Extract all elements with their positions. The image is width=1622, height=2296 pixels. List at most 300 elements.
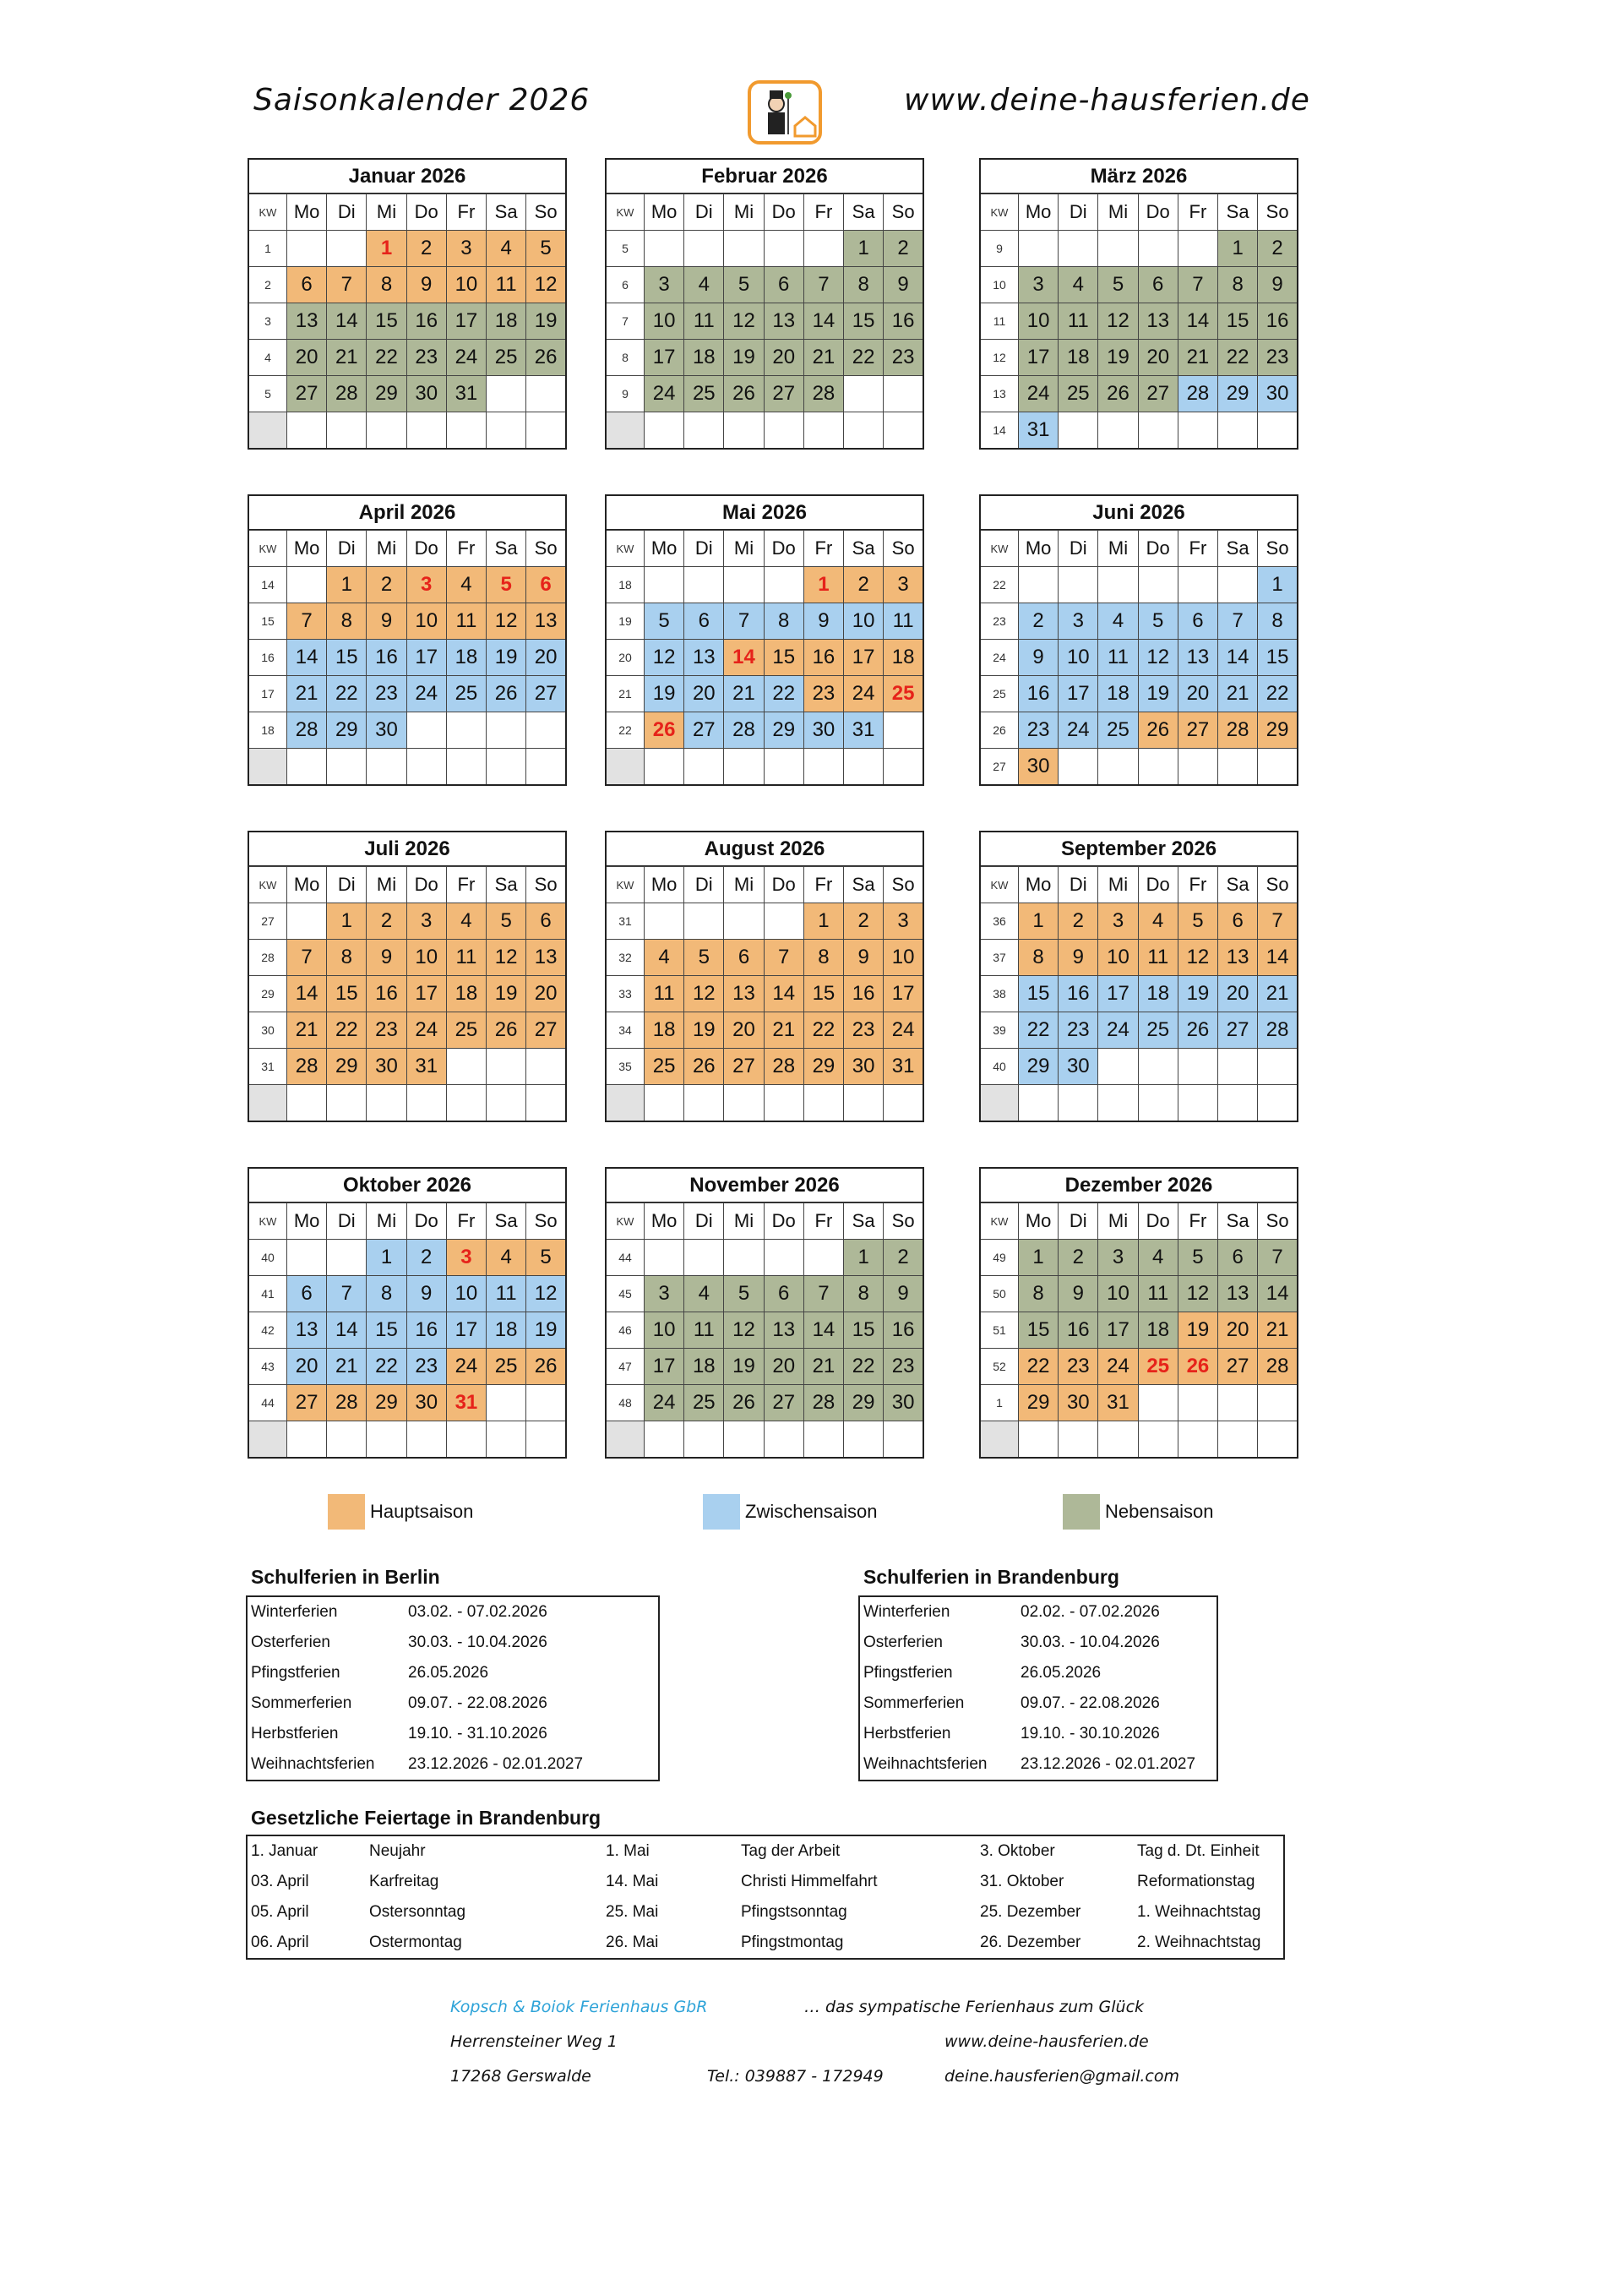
weekday-header: Fr	[803, 1203, 843, 1240]
empty-day-cell	[1258, 412, 1298, 450]
ferien-name: Winterferien	[863, 1603, 950, 1621]
day-cell: 2	[1059, 1240, 1098, 1276]
weekday-header: So	[1258, 1203, 1298, 1240]
empty-day-cell	[724, 1085, 764, 1122]
weekday-header: Fr	[1178, 867, 1217, 903]
day-cell: 24	[1059, 712, 1098, 749]
empty-day-cell	[764, 567, 803, 603]
weekday-header: Mi	[1098, 531, 1138, 567]
empty-day-cell	[724, 231, 764, 267]
day-cell: 20	[1178, 676, 1217, 712]
weekday-header: So	[1258, 531, 1298, 567]
day-cell: 11	[487, 1276, 526, 1312]
empty-day-cell	[884, 412, 923, 450]
day-cell: 27	[1138, 376, 1178, 412]
empty-day-cell	[1059, 231, 1098, 267]
ferien-name: Weihnachtsferien	[251, 1755, 375, 1773]
day-cell: 26	[487, 676, 526, 712]
day-cell: 7	[803, 1276, 843, 1312]
ferien-date: 02.02. - 07.02.2026	[1021, 1603, 1160, 1621]
empty-day-cell	[1258, 1049, 1298, 1085]
day-cell: 9	[1059, 1276, 1098, 1312]
day-cell: 1	[844, 1240, 884, 1276]
empty-day-cell	[645, 412, 684, 450]
day-cell: 15	[1019, 1312, 1059, 1349]
weekday-header: Do	[406, 867, 446, 903]
day-cell: 8	[1019, 1276, 1059, 1312]
day-cell: 14	[287, 640, 327, 676]
day-cell: 16	[884, 1312, 923, 1349]
weekday-header: Fr	[803, 194, 843, 231]
empty-day-cell	[287, 749, 327, 786]
day-cell: 30	[803, 712, 843, 749]
week-number: 6	[606, 267, 645, 303]
day-cell: 28	[764, 1049, 803, 1085]
day-cell: 26	[526, 1349, 566, 1385]
week-number: 30	[248, 1012, 287, 1049]
empty-day-cell	[446, 412, 486, 450]
day-cell: 6	[1218, 1240, 1258, 1276]
ferien-row	[860, 1688, 1216, 1719]
weekday-header: Fr	[1178, 1203, 1217, 1240]
day-cell: 16	[1059, 1312, 1098, 1349]
day-cell: 13	[1218, 1276, 1258, 1312]
empty-day-cell	[884, 1085, 923, 1122]
empty-day-cell	[1019, 1421, 1059, 1459]
footer-slogan: … das sympatische Ferienhaus zum Glück	[804, 1998, 1145, 2016]
day-cell: 4	[487, 231, 526, 267]
day-cell: 21	[287, 1012, 327, 1049]
day-cell: 17	[406, 976, 446, 1012]
weekday-header: Mi	[367, 531, 406, 567]
day-cell: 14	[1258, 1276, 1298, 1312]
day-cell: 23	[884, 1349, 923, 1385]
week-number	[606, 749, 645, 786]
week-number: 9	[606, 376, 645, 412]
week-number: 31	[606, 903, 645, 940]
kw-header: KW	[248, 867, 287, 903]
day-cell: 3	[1059, 603, 1098, 640]
empty-day-cell	[884, 1421, 923, 1459]
day-cell: 11	[1059, 303, 1098, 340]
empty-day-cell	[406, 1085, 446, 1122]
week-row	[606, 340, 923, 376]
empty-day-cell	[645, 749, 684, 786]
weekday-header: Sa	[844, 867, 884, 903]
day-cell: 17	[844, 640, 884, 676]
day-cell: 21	[1258, 976, 1298, 1012]
day-cell: 8	[1258, 603, 1298, 640]
week-row	[248, 1349, 566, 1385]
day-cell: 24	[884, 1012, 923, 1049]
day-cell: 9	[367, 603, 406, 640]
day-cell: 24	[1098, 1012, 1138, 1049]
day-cell: 9	[803, 603, 843, 640]
empty-day-cell	[446, 1421, 486, 1459]
empty-day-cell	[1059, 412, 1098, 450]
feiertag-name: Tag der Arbeit	[741, 1842, 841, 1860]
feiertag-name: Christi Himmelfahrt	[741, 1873, 878, 1890]
day-cell: 9	[844, 940, 884, 976]
footer-street: Herrensteiner Weg 1	[450, 2032, 618, 2051]
month-calendar	[979, 158, 1298, 450]
empty-day-cell	[1178, 567, 1217, 603]
weekday-header: Do	[1138, 1203, 1178, 1240]
day-cell: 16	[1059, 976, 1098, 1012]
day-cell: 9	[1258, 267, 1298, 303]
legend-nebensaison	[1063, 1494, 1213, 1530]
week-row	[606, 412, 923, 450]
ferien-name: Osterferien	[863, 1633, 943, 1651]
weekday-header: Do	[406, 1203, 446, 1240]
week-number: 50	[980, 1276, 1019, 1312]
day-cell: 3	[1098, 1240, 1138, 1276]
day-cell: 15	[1019, 976, 1059, 1012]
empty-day-cell	[287, 903, 327, 940]
day-cell: 23	[1059, 1349, 1098, 1385]
weekday-header: Fr	[446, 194, 486, 231]
feiertag-name: Neujahr	[369, 1842, 426, 1860]
day-cell: 6	[764, 1276, 803, 1312]
week-number: 1	[980, 1385, 1019, 1421]
day-cell: 2	[844, 903, 884, 940]
day-cell: 16	[1258, 303, 1298, 340]
month-title: Januar 2026	[248, 158, 567, 194]
empty-day-cell	[1258, 1385, 1298, 1421]
week-number: 19	[606, 603, 645, 640]
empty-day-cell	[526, 1421, 566, 1459]
day-cell: 8	[1019, 940, 1059, 976]
day-cell: 22	[764, 676, 803, 712]
week-row	[980, 903, 1298, 940]
week-row	[248, 231, 566, 267]
empty-day-cell	[487, 412, 526, 450]
week-number	[980, 1421, 1019, 1459]
day-cell: 22	[367, 1349, 406, 1385]
weekday-header: Mo	[645, 531, 684, 567]
feiertag-name: Pfingstsonntag	[741, 1903, 847, 1921]
week-number: 33	[606, 976, 645, 1012]
weekday-header: Sa	[487, 1203, 526, 1240]
ferien-name: Weihnachtsferien	[863, 1755, 988, 1773]
week-number: 7	[606, 303, 645, 340]
day-cell: 26	[684, 1049, 724, 1085]
footer-web[interactable]: www.deine-hausferien.de	[944, 2032, 1149, 2051]
feiertag-row	[248, 1897, 1283, 1928]
empty-day-cell	[684, 1085, 724, 1122]
feiertag-row	[248, 1928, 1283, 1958]
empty-day-cell	[1218, 1421, 1258, 1459]
week-number: 15	[248, 603, 287, 640]
kw-header: KW	[980, 1203, 1019, 1240]
day-cell: 18	[884, 640, 923, 676]
day-cell: 20	[764, 1349, 803, 1385]
weekday-header: Di	[1059, 1203, 1098, 1240]
day-cell: 16	[367, 640, 406, 676]
empty-day-cell	[406, 412, 446, 450]
day-cell: 7	[764, 940, 803, 976]
empty-day-cell	[844, 412, 884, 450]
day-cell: 19	[487, 976, 526, 1012]
day-cell: 9	[884, 1276, 923, 1312]
feiertag-date: 1. Januar	[251, 1842, 318, 1860]
day-cell: 5	[645, 603, 684, 640]
day-cell: 30	[1258, 376, 1298, 412]
day-cell: 19	[1098, 340, 1138, 376]
day-cell: 15	[367, 303, 406, 340]
empty-day-cell	[803, 1085, 843, 1122]
day-cell: 29	[327, 1049, 367, 1085]
day-cell: 27	[287, 1385, 327, 1421]
week-row	[606, 640, 923, 676]
week-row	[980, 1276, 1298, 1312]
month-calendar	[605, 494, 924, 786]
day-cell: 20	[1218, 1312, 1258, 1349]
feiertag-name: Pfingstmontag	[741, 1933, 844, 1951]
feiertag-name: Karfreitag	[369, 1873, 439, 1890]
day-cell: 11	[446, 940, 486, 976]
week-number	[606, 1085, 645, 1122]
day-cell: 19	[1178, 976, 1217, 1012]
week-number: 11	[980, 303, 1019, 340]
weekday-header: So	[884, 531, 923, 567]
day-cell: 26	[1178, 1012, 1217, 1049]
weekday-header: Mo	[287, 194, 327, 231]
weekday-header: Fr	[803, 531, 843, 567]
week-number: 46	[606, 1312, 645, 1349]
weekday-header: Do	[1138, 194, 1178, 231]
week-row	[248, 1049, 566, 1085]
week-number: 31	[248, 1049, 287, 1085]
week-row	[606, 1012, 923, 1049]
holiday-day-cell: 1	[367, 231, 406, 267]
weekday-header: So	[884, 194, 923, 231]
empty-day-cell	[327, 1421, 367, 1459]
week-number: 34	[606, 1012, 645, 1049]
holiday-day-cell: 3	[406, 567, 446, 603]
day-cell: 1	[1258, 567, 1298, 603]
weekday-header: Mi	[724, 194, 764, 231]
day-cell: 29	[764, 712, 803, 749]
week-row	[248, 376, 566, 412]
ferien-date: 03.02. - 07.02.2026	[408, 1603, 547, 1621]
day-cell: 25	[1138, 1012, 1178, 1049]
week-row	[980, 1385, 1298, 1421]
day-cell: 29	[1258, 712, 1298, 749]
day-cell: 24	[645, 1385, 684, 1421]
day-cell: 5	[1178, 1240, 1217, 1276]
day-cell: 30	[1059, 1049, 1098, 1085]
feiertag-name: 1. Weihnachtstag	[1137, 1903, 1261, 1921]
day-cell: 2	[844, 567, 884, 603]
month-title: Juli 2026	[248, 831, 567, 866]
empty-day-cell	[1218, 567, 1258, 603]
day-cell: 15	[844, 1312, 884, 1349]
day-cell: 8	[367, 1276, 406, 1312]
week-number: 18	[606, 567, 645, 603]
day-cell: 18	[645, 1012, 684, 1049]
weekday-header: Mi	[724, 1203, 764, 1240]
day-cell: 31	[1098, 1385, 1138, 1421]
day-cell: 9	[406, 1276, 446, 1312]
week-number: 13	[980, 376, 1019, 412]
week-row	[248, 976, 566, 1012]
day-cell: 1	[367, 1240, 406, 1276]
legend-label: Nebensaison	[1105, 1501, 1214, 1522]
day-cell: 18	[1138, 1312, 1178, 1349]
week-number: 28	[248, 940, 287, 976]
day-cell: 8	[803, 940, 843, 976]
day-cell: 23	[844, 1012, 884, 1049]
weekday-header: Mi	[724, 531, 764, 567]
ferien-name: Pfingstferien	[251, 1664, 340, 1682]
day-cell: 6	[526, 903, 566, 940]
day-cell: 6	[764, 267, 803, 303]
day-cell: 22	[844, 340, 884, 376]
day-cell: 14	[803, 303, 843, 340]
week-row	[248, 1421, 566, 1459]
weekday-header: Fr	[803, 867, 843, 903]
week-row	[248, 1276, 566, 1312]
month-calendar	[979, 494, 1298, 786]
day-cell: 18	[446, 640, 486, 676]
empty-day-cell	[724, 749, 764, 786]
weekday-header: Fr	[446, 531, 486, 567]
day-cell: 15	[1258, 640, 1298, 676]
weekday-header: Mi	[367, 867, 406, 903]
day-cell: 6	[287, 1276, 327, 1312]
weekday-header: Mi	[1098, 194, 1138, 231]
week-row	[248, 676, 566, 712]
day-cell: 13	[526, 603, 566, 640]
day-cell: 8	[367, 267, 406, 303]
day-cell: 22	[1019, 1012, 1059, 1049]
weekday-header: Di	[684, 867, 724, 903]
weekday-header: Fr	[1178, 194, 1217, 231]
day-cell: 30	[1059, 1385, 1098, 1421]
week-row	[606, 1240, 923, 1276]
day-cell: 22	[327, 1012, 367, 1049]
month-title: September 2026	[979, 831, 1298, 866]
day-cell: 12	[684, 976, 724, 1012]
ferien-brandenburg-table	[858, 1595, 1218, 1781]
kw-header: KW	[606, 194, 645, 231]
empty-day-cell	[1178, 749, 1217, 786]
kw-header: KW	[980, 867, 1019, 903]
day-cell: 30	[367, 712, 406, 749]
day-cell: 22	[327, 676, 367, 712]
month-calendar	[605, 1167, 924, 1459]
day-cell: 13	[526, 940, 566, 976]
day-cell: 3	[406, 903, 446, 940]
kw-header: KW	[980, 531, 1019, 567]
day-cell: 7	[803, 267, 843, 303]
month-title: April 2026	[248, 494, 567, 530]
day-cell: 18	[446, 976, 486, 1012]
empty-day-cell	[645, 567, 684, 603]
day-cell: 23	[367, 676, 406, 712]
weekday-header: Di	[1059, 194, 1098, 231]
week-number: 36	[980, 903, 1019, 940]
week-number	[606, 412, 645, 450]
empty-day-cell	[487, 376, 526, 412]
day-cell: 19	[1138, 676, 1178, 712]
day-cell: 28	[1178, 376, 1217, 412]
week-number: 5	[606, 231, 645, 267]
day-cell: 5	[724, 1276, 764, 1312]
week-row	[248, 903, 566, 940]
day-cell: 23	[406, 1349, 446, 1385]
day-cell: 21	[1178, 340, 1217, 376]
ferien-name: Osterferien	[251, 1633, 330, 1651]
day-cell: 8	[844, 1276, 884, 1312]
week-number: 14	[980, 412, 1019, 450]
weekday-header: So	[1258, 867, 1298, 903]
day-cell: 25	[487, 340, 526, 376]
holiday-day-cell: 14	[724, 640, 764, 676]
day-cell: 29	[367, 376, 406, 412]
empty-day-cell	[446, 1085, 486, 1122]
week-number: 52	[980, 1349, 1019, 1385]
day-cell: 22	[1019, 1349, 1059, 1385]
holiday-day-cell: 6	[526, 567, 566, 603]
empty-day-cell	[803, 1240, 843, 1276]
day-cell: 28	[724, 712, 764, 749]
day-cell: 16	[406, 303, 446, 340]
empty-day-cell	[487, 1421, 526, 1459]
empty-day-cell	[287, 231, 327, 267]
empty-day-cell	[1138, 412, 1178, 450]
empty-day-cell	[884, 749, 923, 786]
weekday-header: Sa	[844, 194, 884, 231]
day-cell: 15	[327, 640, 367, 676]
day-cell: 19	[526, 1312, 566, 1349]
day-cell: 9	[884, 267, 923, 303]
holiday-day-cell: 26	[1178, 1349, 1217, 1385]
day-cell: 3	[645, 1276, 684, 1312]
day-cell: 12	[724, 303, 764, 340]
week-row	[606, 1312, 923, 1349]
day-cell: 14	[1178, 303, 1217, 340]
week-row	[980, 976, 1298, 1012]
feiertag-date: 03. April	[251, 1873, 309, 1890]
day-cell: 24	[446, 1349, 486, 1385]
ferien-row	[860, 1658, 1216, 1688]
empty-day-cell	[487, 712, 526, 749]
day-cell: 23	[367, 1012, 406, 1049]
month-title: Oktober 2026	[248, 1167, 567, 1203]
footer-email[interactable]: deine.hausferien@gmail.com	[944, 2067, 1180, 2086]
day-cell: 24	[645, 376, 684, 412]
day-cell: 30	[1019, 749, 1059, 786]
day-cell: 7	[1258, 903, 1298, 940]
day-cell: 13	[724, 976, 764, 1012]
empty-day-cell	[1178, 412, 1217, 450]
day-cell: 9	[1059, 940, 1098, 976]
day-cell: 3	[645, 267, 684, 303]
day-cell: 7	[1258, 1240, 1298, 1276]
day-cell: 12	[724, 1312, 764, 1349]
ferien-date: 09.07. - 22.08.2026	[1021, 1694, 1160, 1712]
day-cell: 14	[327, 303, 367, 340]
week-number: 35	[606, 1049, 645, 1085]
day-cell: 17	[1059, 676, 1098, 712]
weekday-header: Mo	[1019, 194, 1059, 231]
week-row	[248, 303, 566, 340]
day-cell: 27	[724, 1049, 764, 1085]
day-cell: 30	[406, 1385, 446, 1421]
day-cell: 5	[724, 267, 764, 303]
